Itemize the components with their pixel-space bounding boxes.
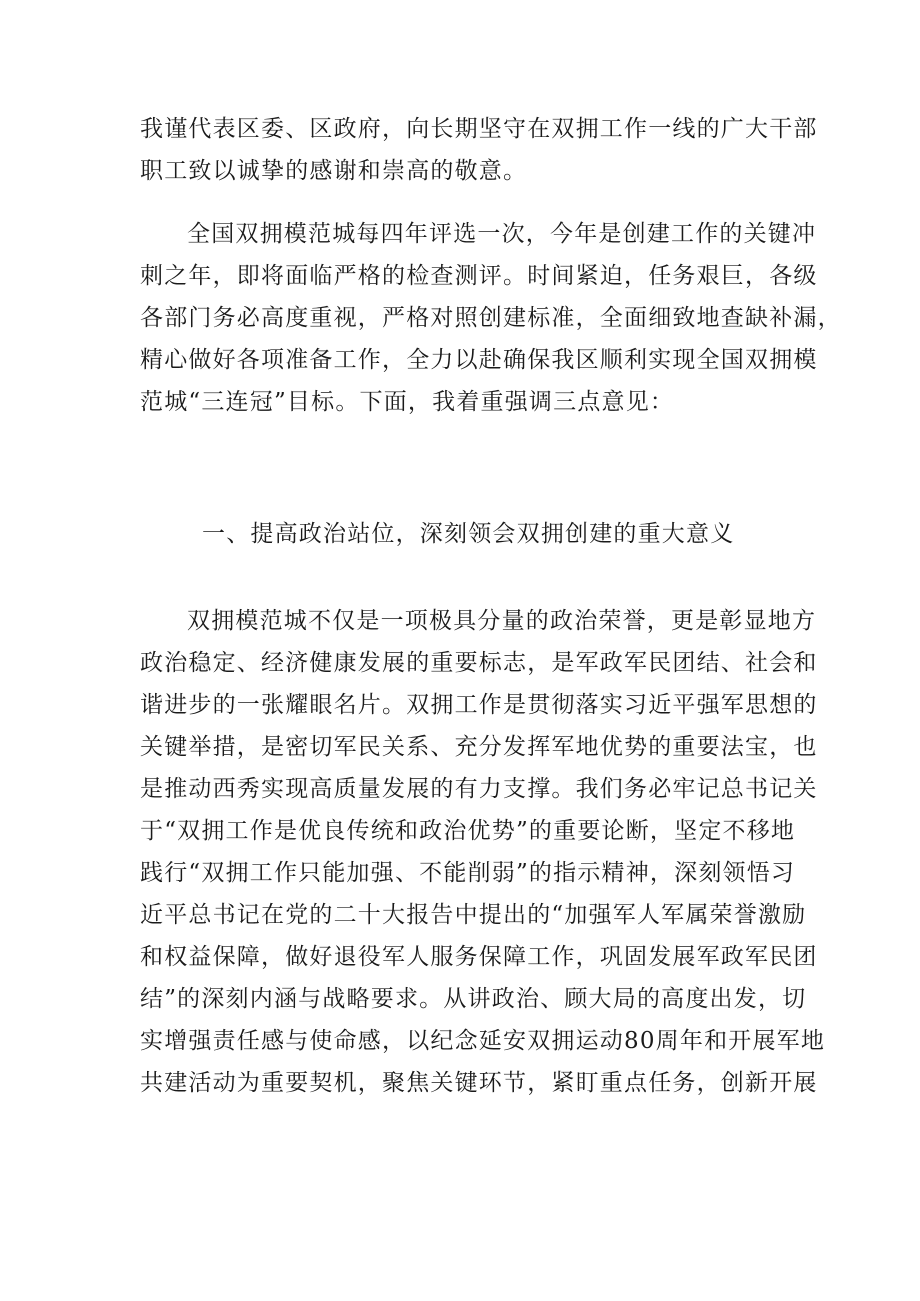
text-line: 刺之年，即将面临严格的检查测评。时间紧迫，任务艰巨，各级 — [140, 263, 818, 289]
text-line: 精心做好各项准备工作，全力以赴确保我区顺利实现全国双拥模 — [140, 347, 818, 373]
text-line: 践行“双拥工作只能加强、不能削弱”的指示精神，深刻领悟习 — [140, 860, 796, 886]
text-line: 我谨代表区委、区政府，向长期坚守在双拥工作一线的广大干部 — [140, 116, 818, 142]
text-line: 近平总书记在党的二十大报告中提出的“加强军人军属荣誉激励 — [140, 902, 807, 928]
text-line: 政治稳定、经济健康发展的重要标志，是军政军民团结、社会和 — [140, 650, 818, 676]
text-line: 范城“三连冠”目标。下面，我着重强调三点意见： — [140, 389, 675, 415]
text-line: 实增强责任感与使命感，以纪念延安双拥运动80周年和开展军地 — [140, 1028, 826, 1054]
text-line: 共建活动为重要契机，聚焦关键环节，紧盯重点任务，创新开展 — [140, 1070, 818, 1096]
section-heading-1 — [140, 513, 790, 555]
text-line: 谐进步的一张耀眼名片。双拥工作是贯彻落实习近平强军思想的 — [140, 692, 818, 718]
text-line: 各部门务必高度重视，严格对照创建标准，全面细致地查缺补漏， — [140, 305, 842, 331]
text-line: 双拥模范城不仅是一项极具分量的政治荣誉，更是彰显地方 — [187, 608, 817, 634]
text-line: 职工致以诚挚的感谢和崇高的敬意。 — [140, 158, 528, 184]
paragraph-evaluation — [140, 213, 842, 423]
section-heading-text: 一、提高政治站位，深刻领会双拥创建的重大意义 — [202, 521, 735, 547]
text-line: 和权益保障，做好退役军人服务保障工作，巩固发展军政军民团 — [140, 944, 818, 970]
text-line: 于“双拥工作是优良传统和政治优势”的重要论断，坚定不移地 — [140, 818, 796, 844]
text-line: 结”的深刻内涵与战略要求。从讲政治、顾大局的高度出发，切 — [140, 986, 807, 1012]
text-line: 全国双拥模范城每四年评选一次，今年是创建工作的关键冲 — [187, 221, 817, 247]
text-line: 关键举措，是密切军民关系、充分发挥军地优势的重要法宝，也 — [140, 734, 818, 760]
paragraph-intro-continuation — [140, 108, 818, 192]
text-line: 是推动西秀实现高质量发展的有力支撑。我们务必牢记总书记关 — [140, 776, 818, 802]
paragraph-significance — [140, 600, 826, 1104]
